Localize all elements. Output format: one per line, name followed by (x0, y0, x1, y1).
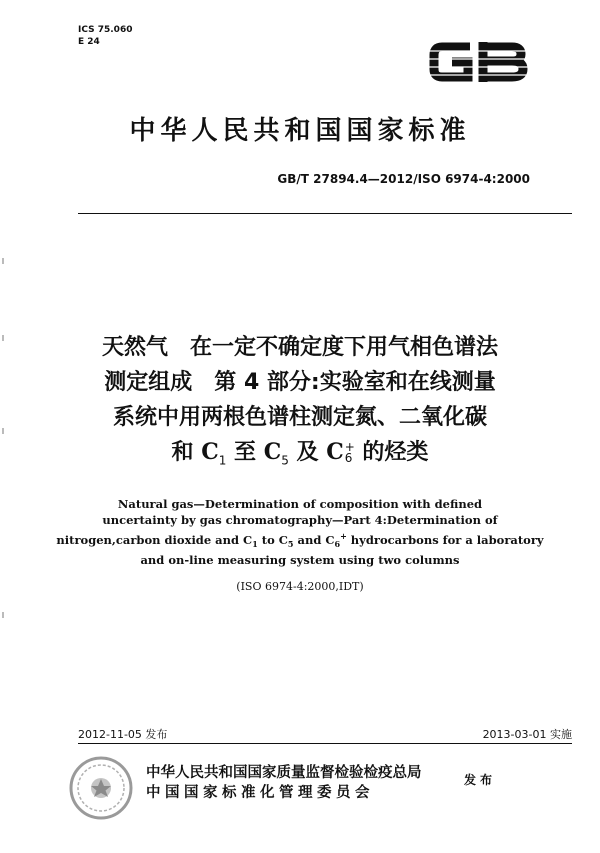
en-title-line-1: Natural gas—Determination of composition with defined (117, 497, 483, 511)
cn-title-line-4: 和 $C_1$ 至 $C_5$ 及 C + 6 的烃类 (171, 439, 429, 468)
en-title-line-3: nitrogen,carbon dioxide and $C_1$ to $C_5$ and $C_6^+$ hydrocarbons for a laboratory (56, 531, 544, 550)
ccs-code: E 24 (78, 37, 100, 47)
implement-date: 2013-03-01 实施 (482, 728, 572, 741)
official-seal-icon (68, 755, 134, 821)
chinese-title (0, 330, 600, 478)
top-divider (78, 213, 572, 214)
scan-mark (2, 335, 4, 341)
scan-mark (2, 428, 4, 434)
en-title-line-2: uncertainty by gas chromatography—Part 4:Determination of (102, 513, 498, 527)
classification-codes (78, 24, 132, 48)
cn-title-line-2: 测定组成 第 4 部分:实验室和在线测量 (104, 370, 496, 395)
national-standard-title: 中华人民共和国国家标准 (129, 116, 471, 146)
issuer-sac: 中国国家标准化管理委员会 (146, 785, 374, 801)
adoption-note: (ISO 6974-4:2000,IDT) (236, 580, 364, 593)
publish-date: 2012-11-05 发布 (78, 728, 168, 741)
publish-action: 发布 (464, 773, 497, 787)
standard-code: GB/T 27894.4—2012/ISO 6974-4:2000 (277, 172, 530, 186)
cn-title-line-3: 系统中用两根色谱柱测定氮、二氧化碳 (112, 405, 487, 430)
scan-mark (2, 612, 4, 618)
gb-logo-icon (428, 37, 528, 87)
issuer-aqsiq: 中华人民共和国国家质量监督检验检疫总局 (146, 765, 422, 781)
english-title (0, 496, 600, 568)
scan-mark (2, 258, 4, 264)
en-title-line-4: and on-line measuring system using two columns (140, 553, 460, 568)
ics-code: ICS 75.060 (78, 25, 133, 35)
cn-title-line-1: 天然气 在一定不确定度下用气相色谱法 (101, 335, 498, 360)
bottom-divider (78, 743, 572, 744)
